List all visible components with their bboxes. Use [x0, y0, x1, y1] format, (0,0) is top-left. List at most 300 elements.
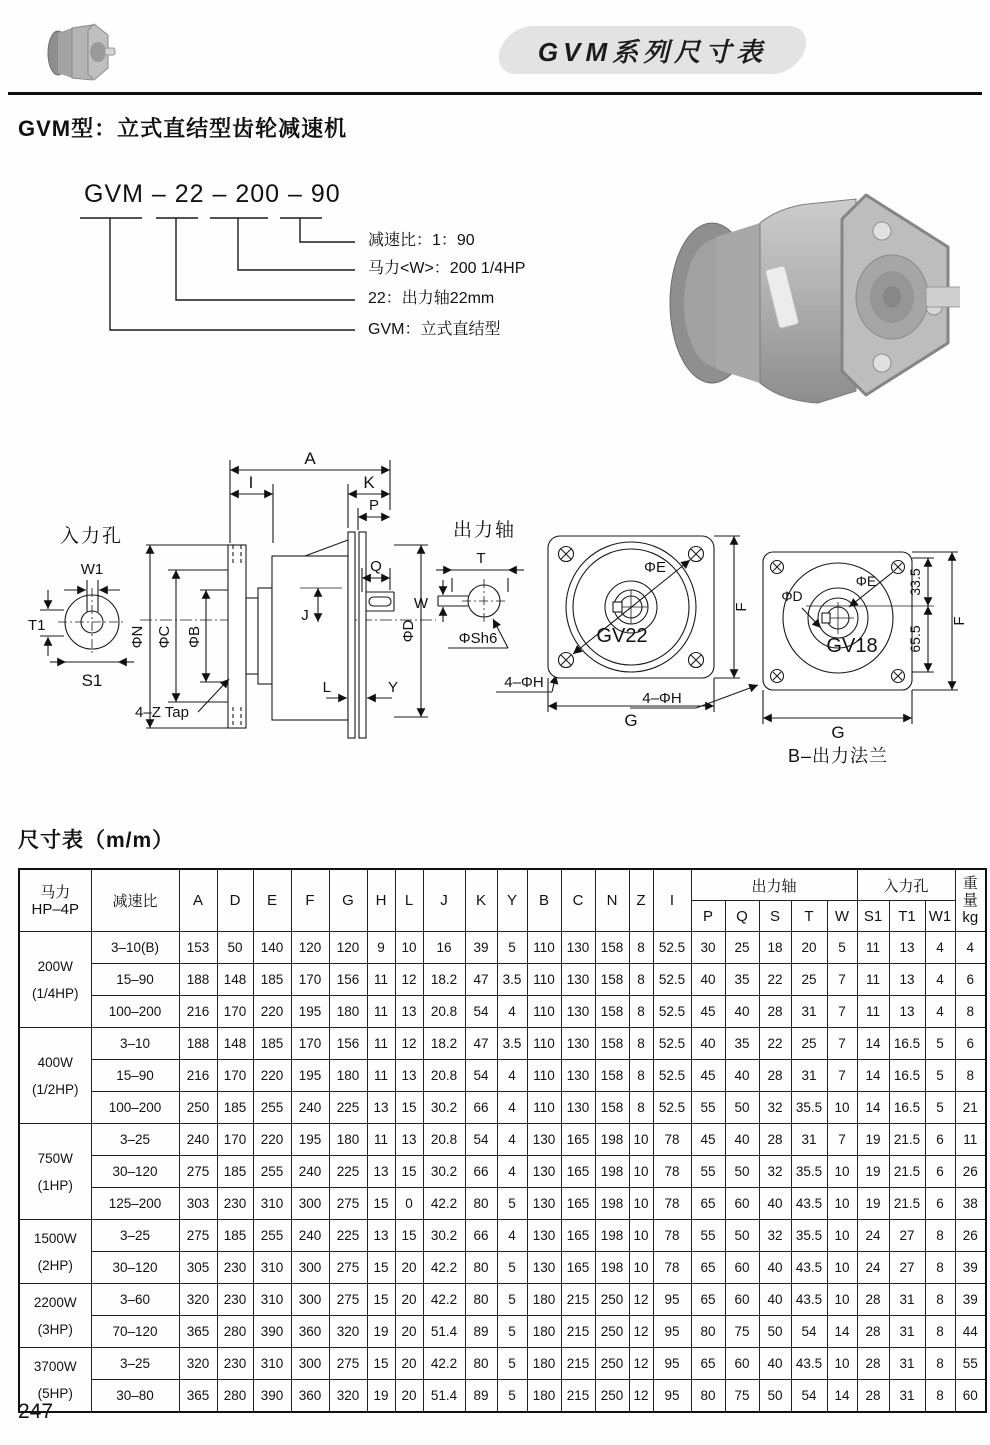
dim-cell: 110 [527, 1028, 561, 1060]
page-number: 247 [18, 1400, 54, 1423]
dim-cell: 32 [759, 1156, 791, 1188]
dim-cell: 19 [857, 1124, 889, 1156]
col-header-dim: Y [497, 869, 527, 932]
dim-cell: 275 [179, 1220, 217, 1252]
dim-cell: 27 [889, 1220, 925, 1252]
dim-cell: 30 [691, 932, 725, 964]
dim-cell: 19 [367, 1380, 395, 1413]
dim-cell: 21 [955, 1092, 986, 1124]
dim-cell: 20 [395, 1316, 423, 1348]
table-row [19, 1316, 986, 1348]
dim-cell: 110 [527, 964, 561, 996]
dim-cell: 20.8 [423, 1124, 465, 1156]
dim-cell: 8 [629, 1092, 653, 1124]
dim-cell: 55 [691, 1156, 725, 1188]
dim-cell: 11 [367, 996, 395, 1028]
dim-cell: 158 [595, 932, 629, 964]
dim-cell: 4 [497, 1124, 527, 1156]
dim-cell: 4 [497, 996, 527, 1028]
dim-cell: 10 [827, 1092, 857, 1124]
dim-cell: 250 [595, 1284, 629, 1316]
dim-cell: 360 [291, 1380, 329, 1413]
dim-cell: 10 [629, 1124, 653, 1156]
dim-cell: 39 [955, 1252, 986, 1284]
dim-cell: 255 [253, 1156, 291, 1188]
dim-label-gv18-phi-e: ΦE [855, 573, 877, 589]
dim-cell: 40 [725, 996, 759, 1028]
dim-cell: 8 [629, 1060, 653, 1092]
dim-cell: 55 [691, 1220, 725, 1252]
dim-cell: 185 [217, 1156, 253, 1188]
dim-cell: 20 [395, 1380, 423, 1413]
dim-cell: 10 [629, 1188, 653, 1220]
dim-cell: 4 [497, 1092, 527, 1124]
dim-cell: 14 [857, 1028, 889, 1060]
dim-cell: 19 [367, 1316, 395, 1348]
dim-cell: 188 [179, 1028, 217, 1060]
ratio-cell: 3–10(B) [91, 932, 179, 964]
dim-cell: 5 [497, 1316, 527, 1348]
dim-cell: 240 [291, 1220, 329, 1252]
dim-cell: 156 [329, 964, 367, 996]
dim-cell: 5 [925, 1092, 955, 1124]
callout-type: GVM：立式直结型 [368, 321, 501, 338]
dim-cell: 158 [595, 996, 629, 1028]
dim-label-gv18-f: F [951, 616, 968, 626]
dim-cell: 165 [561, 1124, 595, 1156]
dim-cell: 50 [759, 1316, 791, 1348]
dim-cell: 40 [759, 1284, 791, 1316]
dim-label-gv18-g: G [831, 723, 845, 742]
dim-cell: 43.5 [791, 1284, 827, 1316]
dim-cell: 390 [253, 1316, 291, 1348]
dim-cell: 215 [561, 1316, 595, 1348]
dim-cell: 21.5 [889, 1156, 925, 1188]
dim-cell: 11 [367, 1060, 395, 1092]
dim-cell: 198 [595, 1188, 629, 1220]
dim-cell: 25 [791, 1028, 827, 1060]
dim-cell: 28 [759, 1060, 791, 1092]
dim-cell: 15 [367, 1188, 395, 1220]
dim-cell: 185 [217, 1220, 253, 1252]
dim-cell: 75 [725, 1316, 759, 1348]
dim-cell: 5 [925, 1060, 955, 1092]
dim-cell: 31 [889, 1380, 925, 1413]
dim-cell: 47 [465, 964, 497, 996]
dim-cell: 280 [217, 1316, 253, 1348]
dim-cell: 18 [759, 932, 791, 964]
dim-label-gv18-holes: 4–ΦH [642, 690, 682, 707]
dim-cell: 230 [217, 1348, 253, 1380]
dim-cell: 300 [291, 1348, 329, 1380]
dim-cell: 60 [725, 1188, 759, 1220]
dim-cell: 158 [595, 1028, 629, 1060]
dim-cell: 230 [217, 1252, 253, 1284]
dim-cell: 8 [629, 996, 653, 1028]
dim-cell: 170 [217, 1060, 253, 1092]
dim-cell: 28 [857, 1316, 889, 1348]
table-row [19, 1156, 986, 1188]
col-header-output: P [691, 901, 725, 932]
dim-cell: 130 [527, 1124, 561, 1156]
dim-cell: 35.5 [791, 1156, 827, 1188]
dim-cell: 13 [395, 1060, 423, 1092]
dim-cell: 3.5 [497, 964, 527, 996]
dim-cell: 19 [857, 1188, 889, 1220]
dim-cell: 4 [497, 1060, 527, 1092]
dim-cell: 51.4 [423, 1316, 465, 1348]
dim-cell: 180 [329, 1124, 367, 1156]
dim-label-w: W [413, 595, 428, 612]
dim-label-gv22-g: G [624, 711, 638, 730]
dim-cell: 188 [179, 964, 217, 996]
ratio-cell: 15–90 [91, 964, 179, 996]
dim-cell: 153 [179, 932, 217, 964]
col-header-dim: N [595, 869, 629, 932]
ratio-cell: 125–200 [91, 1188, 179, 1220]
dim-cell: 360 [291, 1316, 329, 1348]
dim-cell: 80 [691, 1380, 725, 1413]
dim-cell: 25 [725, 932, 759, 964]
dim-cell: 4 [925, 932, 955, 964]
dim-cell: 12 [629, 1348, 653, 1380]
dim-cell: 158 [595, 1092, 629, 1124]
dim-cell: 110 [527, 996, 561, 1028]
dim-cell: 42.2 [423, 1252, 465, 1284]
dim-cell: 60 [725, 1348, 759, 1380]
dim-cell: 170 [217, 996, 253, 1028]
dim-cell: 65 [691, 1252, 725, 1284]
col-header-output: T [791, 901, 827, 932]
dim-cell: 54 [791, 1316, 827, 1348]
dim-cell: 55 [691, 1092, 725, 1124]
dim-cell: 26 [955, 1220, 986, 1252]
dim-cell: 31 [889, 1348, 925, 1380]
dim-cell: 30.2 [423, 1092, 465, 1124]
dim-label-p: P [368, 497, 380, 514]
dim-label-s1: S1 [81, 671, 103, 690]
dim-cell: 180 [527, 1284, 561, 1316]
dim-cell: 6 [955, 964, 986, 996]
dim-cell: 7 [827, 1124, 857, 1156]
gv18-caption: B–出力法兰 [787, 746, 889, 766]
dim-cell: 275 [329, 1284, 367, 1316]
dim-cell: 42.2 [423, 1188, 465, 1220]
dim-cell: 198 [595, 1124, 629, 1156]
dim-cell: 195 [291, 1060, 329, 1092]
dim-cell: 12 [395, 1028, 423, 1060]
dim-label-phi-n: ΦN [129, 625, 146, 649]
dim-cell: 110 [527, 932, 561, 964]
dim-cell: 45 [691, 1060, 725, 1092]
dim-cell: 250 [179, 1092, 217, 1124]
col-header-dim: A [179, 869, 217, 932]
table-row [19, 932, 986, 964]
dim-cell: 180 [329, 1060, 367, 1092]
dim-cell: 14 [827, 1316, 857, 1348]
dim-cell: 65 [691, 1348, 725, 1380]
ratio-cell: 3–25 [91, 1220, 179, 1252]
dim-cell: 27 [889, 1252, 925, 1284]
dim-cell: 42.2 [423, 1348, 465, 1380]
dim-cell: 250 [595, 1316, 629, 1348]
dim-cell: 6 [925, 1124, 955, 1156]
output-shaft-title: 出力轴 [453, 520, 517, 541]
dim-cell: 320 [329, 1380, 367, 1413]
dim-cell: 78 [653, 1188, 691, 1220]
table-row [19, 1092, 986, 1124]
dim-label-sh6: ΦSh6 [458, 630, 498, 647]
dim-cell: 170 [217, 1124, 253, 1156]
dim-cell: 10 [629, 1220, 653, 1252]
logo-photo [42, 20, 116, 84]
dim-cell: 240 [179, 1124, 217, 1156]
dim-cell: 78 [653, 1252, 691, 1284]
dim-cell: 89 [465, 1380, 497, 1413]
dim-cell: 35.5 [791, 1092, 827, 1124]
dim-label-phi-b: ΦB [186, 626, 203, 648]
dim-cell: 31 [889, 1284, 925, 1316]
dim-cell: 130 [561, 964, 595, 996]
dim-cell: 156 [329, 1028, 367, 1060]
dim-cell: 35 [725, 1028, 759, 1060]
dim-cell: 365 [179, 1380, 217, 1413]
dim-cell: 28 [759, 996, 791, 1028]
dim-cell: 66 [465, 1156, 497, 1188]
dim-cell: 14 [857, 1060, 889, 1092]
dim-cell: 54 [465, 996, 497, 1028]
dim-cell: 60 [955, 1380, 986, 1413]
dim-cell: 8 [925, 1284, 955, 1316]
dim-label-w1: W1 [80, 561, 104, 578]
col-header-output: S [759, 901, 791, 932]
dim-cell: 185 [253, 1028, 291, 1060]
col-header-dim: H [367, 869, 395, 932]
dim-cell: 15 [367, 1284, 395, 1316]
ratio-cell: 30–80 [91, 1380, 179, 1413]
table-row [19, 1188, 986, 1220]
dim-cell: 12 [629, 1380, 653, 1413]
dim-cell: 215 [561, 1380, 595, 1413]
dim-cell: 40 [691, 1028, 725, 1060]
dim-cell: 220 [253, 1124, 291, 1156]
dim-label-y: Y [388, 679, 399, 696]
dim-cell: 180 [527, 1348, 561, 1380]
ratio-cell: 100–200 [91, 1092, 179, 1124]
dim-cell: 95 [653, 1316, 691, 1348]
dim-cell: 158 [595, 1060, 629, 1092]
callout-ratio: 减速比：1：90 [368, 232, 475, 249]
dim-cell: 16.5 [889, 1028, 925, 1060]
dim-cell: 16.5 [889, 1092, 925, 1124]
dim-cell: 8 [629, 932, 653, 964]
dim-label-l: L [322, 679, 331, 696]
dim-cell: 5 [497, 1348, 527, 1380]
col-header-dim: F [291, 869, 329, 932]
dim-cell: 10 [827, 1156, 857, 1188]
dim-cell: 15 [367, 1252, 395, 1284]
dim-cell: 250 [595, 1380, 629, 1413]
col-header-dim: C [561, 869, 595, 932]
col-header-input: S1 [857, 901, 889, 932]
dim-cell: 14 [827, 1380, 857, 1413]
dim-cell: 54 [465, 1124, 497, 1156]
table-header [19, 869, 986, 932]
dim-cell: 8 [925, 1220, 955, 1252]
dim-cell: 130 [561, 932, 595, 964]
dim-cell: 148 [217, 1028, 253, 1060]
dim-cell: 216 [179, 1060, 217, 1092]
table-row [19, 964, 986, 996]
dim-cell: 275 [179, 1156, 217, 1188]
dim-cell: 275 [329, 1348, 367, 1380]
dim-cell: 80 [465, 1188, 497, 1220]
dim-cell: 19 [857, 1156, 889, 1188]
dim-cell: 165 [561, 1252, 595, 1284]
dim-cell: 0 [395, 1188, 423, 1220]
dim-cell: 11 [857, 932, 889, 964]
dim-cell: 5 [497, 932, 527, 964]
dim-cell: 7 [827, 1060, 857, 1092]
dim-cell: 75 [725, 1380, 759, 1413]
dim-cell: 180 [527, 1380, 561, 1413]
dim-cell: 11 [367, 964, 395, 996]
dim-cell: 180 [329, 996, 367, 1028]
col-header-weight: 重量 kg [955, 869, 986, 932]
dim-label-phi-d: ΦD [400, 619, 417, 643]
dim-cell: 3.5 [497, 1028, 527, 1060]
dim-cell: 13 [889, 932, 925, 964]
ratio-cell: 70–120 [91, 1316, 179, 1348]
dim-cell: 10 [629, 1156, 653, 1188]
dim-cell: 89 [465, 1316, 497, 1348]
dim-cell: 4 [497, 1156, 527, 1188]
dim-label-j: J [301, 607, 309, 624]
dim-cell: 255 [253, 1220, 291, 1252]
dim-cell: 65 [691, 1188, 725, 1220]
badge-title: GVM系列尺寸表 [537, 36, 768, 67]
dim-cell: 39 [465, 932, 497, 964]
dim-cell: 275 [329, 1252, 367, 1284]
header-rule [8, 92, 982, 95]
dim-cell: 13 [367, 1092, 395, 1124]
dim-cell: 158 [595, 964, 629, 996]
dim-cell: 10 [827, 1188, 857, 1220]
dim-cell: 52.5 [653, 996, 691, 1028]
dim-cell: 180 [527, 1316, 561, 1348]
dim-cell: 21.5 [889, 1188, 925, 1220]
col-header-dim: Z [629, 869, 653, 932]
dim-cell: 165 [561, 1220, 595, 1252]
dim-cell: 13 [395, 996, 423, 1028]
dim-label-tap: 4–Z Tap [135, 704, 189, 721]
dim-label-gv22-f: F [733, 602, 750, 612]
dim-cell: 110 [527, 1060, 561, 1092]
dim-cell: 230 [217, 1188, 253, 1220]
power-cell: 200W (1/4HP) [19, 932, 91, 1028]
section-title: GVM型：立式直结型齿轮减速机 [18, 116, 348, 141]
dim-cell: 42.2 [423, 1284, 465, 1316]
ratio-cell: 100–200 [91, 996, 179, 1028]
dim-cell: 54 [791, 1380, 827, 1413]
dim-cell: 31 [791, 996, 827, 1028]
col-header-dim: J [423, 869, 465, 932]
dim-cell: 255 [253, 1092, 291, 1124]
dim-cell: 15 [367, 1348, 395, 1380]
dim-cell: 40 [759, 1348, 791, 1380]
dim-cell: 8 [955, 1060, 986, 1092]
dim-label-gv18-d2: 65.5 [907, 625, 923, 653]
dim-cell: 215 [561, 1348, 595, 1380]
dim-label-q: Q [370, 558, 382, 575]
dim-cell: 7 [827, 1028, 857, 1060]
dim-cell: 50 [217, 932, 253, 964]
dim-cell: 51.4 [423, 1380, 465, 1413]
dim-cell: 310 [253, 1284, 291, 1316]
dim-cell: 198 [595, 1220, 629, 1252]
dim-cell: 40 [725, 1060, 759, 1092]
table-row [19, 1028, 986, 1060]
dim-cell: 28 [857, 1348, 889, 1380]
table-row [19, 996, 986, 1028]
dim-cell: 44 [955, 1316, 986, 1348]
header-badge [500, 26, 805, 74]
dim-cell: 13 [395, 1124, 423, 1156]
col-header-output: W [827, 901, 857, 932]
dim-cell: 52.5 [653, 1028, 691, 1060]
dim-cell: 11 [857, 964, 889, 996]
dim-cell: 78 [653, 1156, 691, 1188]
gv18-name: GV18 [826, 635, 878, 657]
dim-cell: 7 [827, 996, 857, 1028]
dim-cell: 11 [955, 1124, 986, 1156]
power-cell: 1500W (2HP) [19, 1220, 91, 1284]
dim-cell: 110 [527, 1092, 561, 1124]
dim-cell: 21.5 [889, 1124, 925, 1156]
dim-cell: 320 [179, 1284, 217, 1316]
dim-cell: 305 [179, 1252, 217, 1284]
dim-cell: 12 [629, 1284, 653, 1316]
col-header-dim: E [253, 869, 291, 932]
dim-cell: 28 [857, 1380, 889, 1413]
dim-cell: 15 [395, 1092, 423, 1124]
dim-cell: 5 [497, 1188, 527, 1220]
dimension-drawing [0, 440, 990, 812]
dim-cell: 14 [857, 1092, 889, 1124]
dim-cell: 52.5 [653, 1092, 691, 1124]
ratio-cell: 3–60 [91, 1284, 179, 1316]
dim-cell: 26 [955, 1156, 986, 1188]
dim-cell: 280 [217, 1380, 253, 1413]
table-row [19, 1284, 986, 1316]
dim-cell: 198 [595, 1156, 629, 1188]
dim-cell: 120 [291, 932, 329, 964]
dim-cell: 300 [291, 1188, 329, 1220]
dim-cell: 240 [291, 1092, 329, 1124]
ratio-cell: 3–25 [91, 1348, 179, 1380]
dim-cell: 55 [955, 1348, 986, 1380]
ratio-cell: 30–120 [91, 1156, 179, 1188]
power-cell: 2200W (3HP) [19, 1284, 91, 1348]
col-header-power: 马力 HP–4P [19, 869, 91, 932]
ratio-cell: 15–90 [91, 1060, 179, 1092]
dim-cell: 275 [329, 1188, 367, 1220]
dim-cell: 11 [857, 996, 889, 1028]
dim-cell: 130 [561, 1092, 595, 1124]
dim-cell: 320 [179, 1348, 217, 1380]
col-header-output: Q [725, 901, 759, 932]
dim-cell: 50 [725, 1156, 759, 1188]
